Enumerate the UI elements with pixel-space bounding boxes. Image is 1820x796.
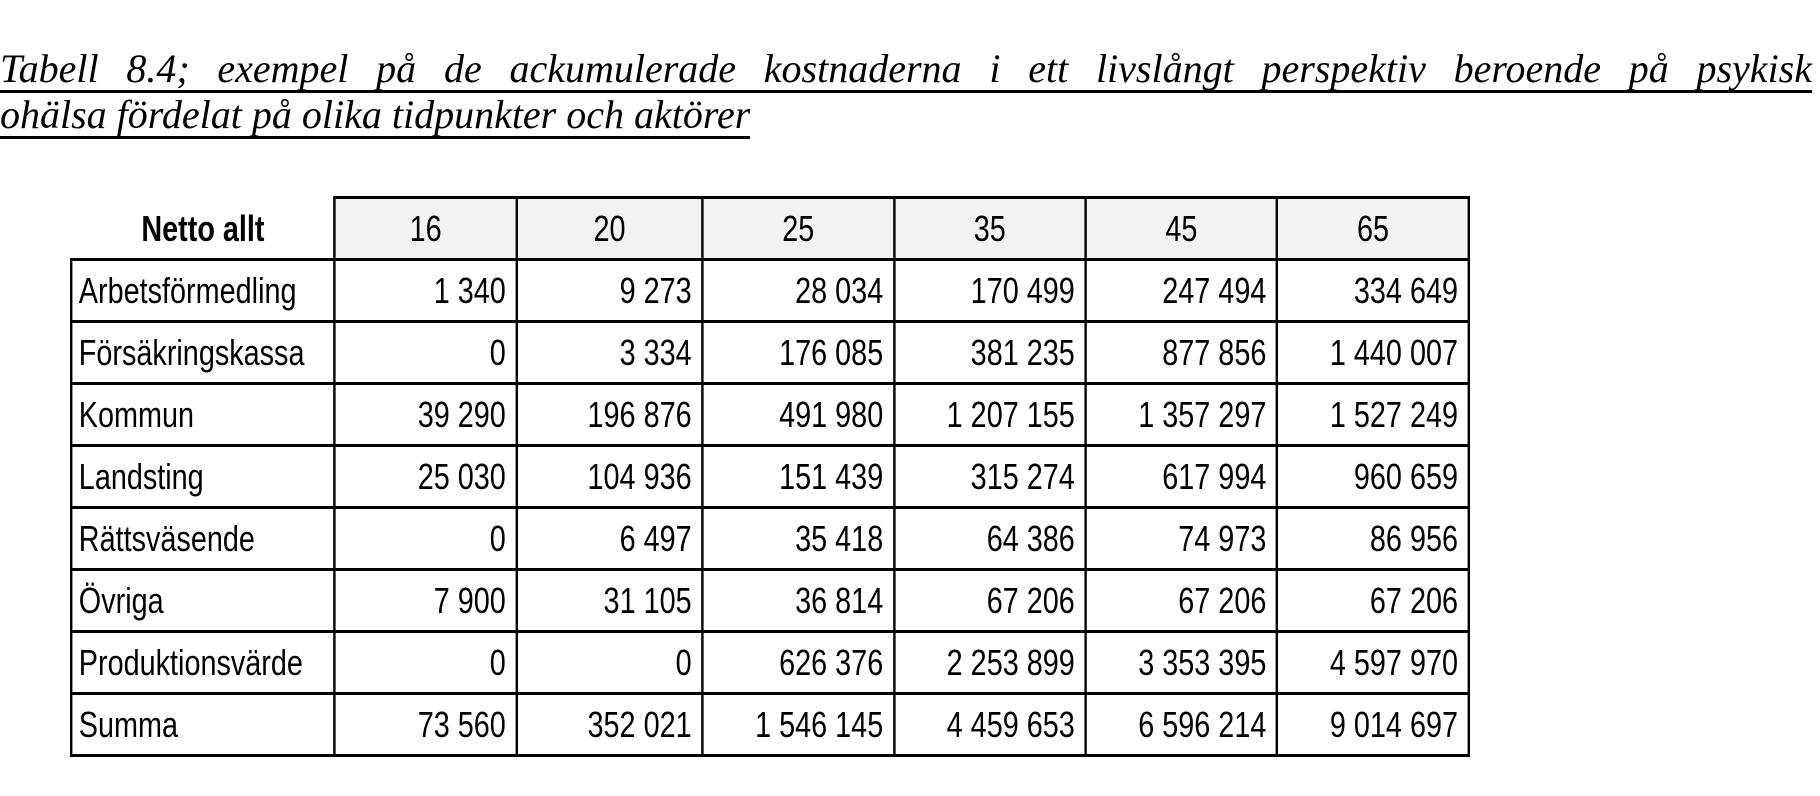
table-row [71,260,1469,322]
row-label: Landsting [71,446,334,508]
row-label: Summa [71,694,334,756]
table-cell: 67 206 [894,570,1086,632]
row-label: Arbetsförmedling [71,260,334,322]
table-cell: 9 273 [517,260,703,322]
table-cell: 9 014 697 [1277,694,1469,756]
row-label: Försäkringskassa [71,322,334,384]
table-cell: 36 814 [702,570,894,632]
table-cell: 4 597 970 [1277,632,1469,694]
table-cell: 0 [335,322,517,384]
table-cell: 0 [335,632,517,694]
table-cell: 25 030 [335,446,517,508]
table-cell: 28 034 [702,260,894,322]
table-cell: 0 [517,632,703,694]
table-cell: 74 973 [1086,508,1278,570]
table-cell: 196 876 [517,384,703,446]
table-cell: 39 290 [335,384,517,446]
column-header: 45 [1086,198,1278,260]
table-cell: 877 856 [1086,322,1278,384]
caption-line-1: Tabell 8.4; exempel på de ackumulerade kostnaderna i ett livslångt perspektiv beroende på psykisk [0,46,1812,91]
table-row [71,570,1469,632]
column-header: 25 [702,198,894,260]
table-cell: 170 499 [894,260,1086,322]
cost-table [70,196,1470,757]
row-label: Produktionsvärde [71,632,334,694]
table-cell: 64 386 [894,508,1086,570]
table-row [71,508,1469,570]
column-header: 20 [517,198,703,260]
table-cell: 617 994 [1086,446,1278,508]
table-cell: 2 253 899 [894,632,1086,694]
table-cell: 6 497 [517,508,703,570]
table-cell: 67 206 [1086,570,1278,632]
table-row [71,446,1469,508]
table-cell: 35 418 [702,508,894,570]
row-label: Rättsväsende [71,508,334,570]
table-cell: 73 560 [335,694,517,756]
row-label: Övriga [71,570,334,632]
table-cell: 31 105 [517,570,703,632]
table-cell: 4 459 653 [894,694,1086,756]
caption-line-2: ohälsa fördelat på olika tidpunkter och aktörer [0,92,751,137]
table-cell: 3 353 395 [1086,632,1278,694]
table-body [71,260,1469,756]
table-cell: 1 357 297 [1086,384,1278,446]
column-header: 16 [335,198,517,260]
table-cell: 381 235 [894,322,1086,384]
table-cell: 960 659 [1277,446,1469,508]
table-cell: 1 527 249 [1277,384,1469,446]
table-cell: 1 440 007 [1277,322,1469,384]
table-row [71,384,1469,446]
table-cell: 3 334 [517,322,703,384]
header-row [71,198,1469,260]
table-cell: 86 956 [1277,508,1469,570]
table-cell: 1 340 [335,260,517,322]
table-cell: 626 376 [702,632,894,694]
table-row [71,322,1469,384]
table-cell: 6 596 214 [1086,694,1278,756]
table-cell: 491 980 [702,384,894,446]
table-cell: 104 936 [517,446,703,508]
table-cell: 247 494 [1086,260,1278,322]
table-row [71,632,1469,694]
column-header: 35 [894,198,1086,260]
table-cell: 352 021 [517,694,703,756]
table-cell: 315 274 [894,446,1086,508]
table-cell: 7 900 [335,570,517,632]
row-label: Kommun [71,384,334,446]
table-cell: 151 439 [702,446,894,508]
header-corner-label: Netto allt [71,198,334,260]
table-cell: 334 649 [1277,260,1469,322]
table-cell: 0 [335,508,517,570]
table-row [71,694,1469,756]
table-cell: 176 085 [702,322,894,384]
table-container [70,196,1820,757]
table-header [71,198,1469,260]
column-header: 65 [1277,198,1469,260]
table-caption [0,48,1812,139]
table-cell: 1 546 145 [702,694,894,756]
table-cell: 67 206 [1277,570,1469,632]
table-cell: 1 207 155 [894,384,1086,446]
